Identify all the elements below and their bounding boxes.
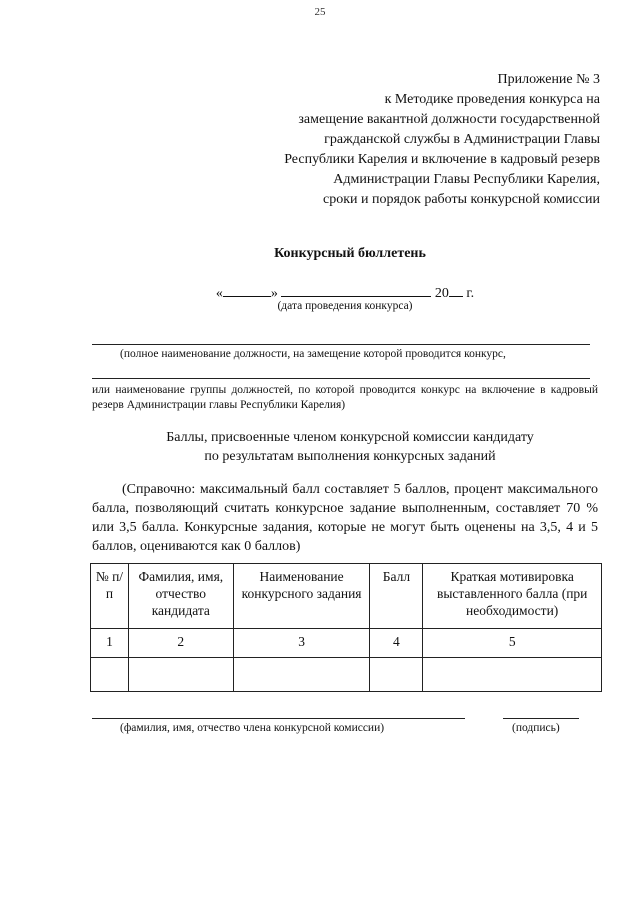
appendix-line: Приложение № 3 [497, 72, 600, 87]
year-suffix: г. [466, 286, 475, 301]
appendix-block [240, 70, 600, 210]
appendix-line: Республики Карелия и включение в кадровый резерв [284, 152, 600, 167]
position-caption-1: (полное наименование должности, на замещение которой проводится конкурс, [120, 348, 506, 360]
header-score: Балл [370, 564, 423, 629]
position-rule-1 [92, 344, 590, 345]
scores-heading-line: по результатам выполнения конкурсных заданий [204, 449, 496, 464]
table-cell[interactable] [128, 658, 233, 692]
signature-name-rule [92, 718, 465, 719]
position-caption-2: или наименование группы должностей, по которой проводится конкурс на включение в кадровый резерв Администрации главы Республики Карелия) [92, 384, 598, 411]
table-cell[interactable] [370, 658, 423, 692]
date-caption: (дата проведения конкурса) [277, 300, 413, 312]
appendix-line: гражданской службы в Администрации Главы [324, 132, 600, 147]
position-rule-2 [92, 378, 590, 379]
header-task-name: Наименование конкурсного задания [233, 564, 370, 629]
appendix-line: к Методике проведения конкурса на [384, 92, 600, 107]
header-candidate-name: Фамилия, имя, отчество кандидата [128, 564, 233, 629]
date-open-quote: « [215, 286, 223, 301]
table-cell[interactable] [233, 658, 370, 692]
signature-name-caption: (фамилия, имя, отчество члена конкурсной комиссии) [120, 722, 385, 734]
column-number: 3 [233, 629, 370, 658]
signature-rule [503, 718, 579, 719]
page-number: 25 [314, 6, 326, 18]
column-number: 4 [370, 629, 423, 658]
appendix-line: сроки и порядок работы конкурсной комиссии [322, 192, 600, 207]
scores-heading-line: Баллы, присвоенные членом конкурсной комиссии кандидату [166, 430, 534, 445]
column-number: 2 [128, 629, 233, 658]
date-close-quote: » [270, 286, 278, 301]
header-motivation: Краткая мотивировка выставленного балла (при необходимости) [423, 564, 602, 629]
header-number: № п/п [91, 564, 129, 629]
year-blank [449, 284, 463, 297]
month-blank [281, 284, 431, 297]
appendix-line: Администрации Главы Республики Карелия, [333, 172, 600, 187]
reference-note: (Справочно: максимальный балл составляет 5 баллов, процент максимального балла, позволяющий считать конкурсное задание выполненным, составляет 70 % или 3,5 балла. Конкурсные задания, которые не могут быть оценены на 3,5, 4 и 5 баллов, оцениваются как 0 баллов) [92, 482, 598, 554]
scores-table [90, 563, 602, 692]
table-cell[interactable] [91, 658, 129, 692]
day-blank [223, 284, 271, 297]
table-row [91, 658, 602, 692]
table-number-row [91, 629, 602, 658]
table-header-row [91, 564, 602, 629]
column-number: 1 [91, 629, 129, 658]
appendix-line: замещение вакантной должности государственной [298, 112, 600, 127]
table-cell[interactable] [423, 658, 602, 692]
year-prefix: 20 [434, 286, 449, 301]
document-title: Конкурсный бюллетень [274, 246, 426, 261]
column-number: 5 [423, 629, 602, 658]
scores-heading [0, 428, 640, 466]
signature-caption: (подпись) [512, 722, 560, 734]
